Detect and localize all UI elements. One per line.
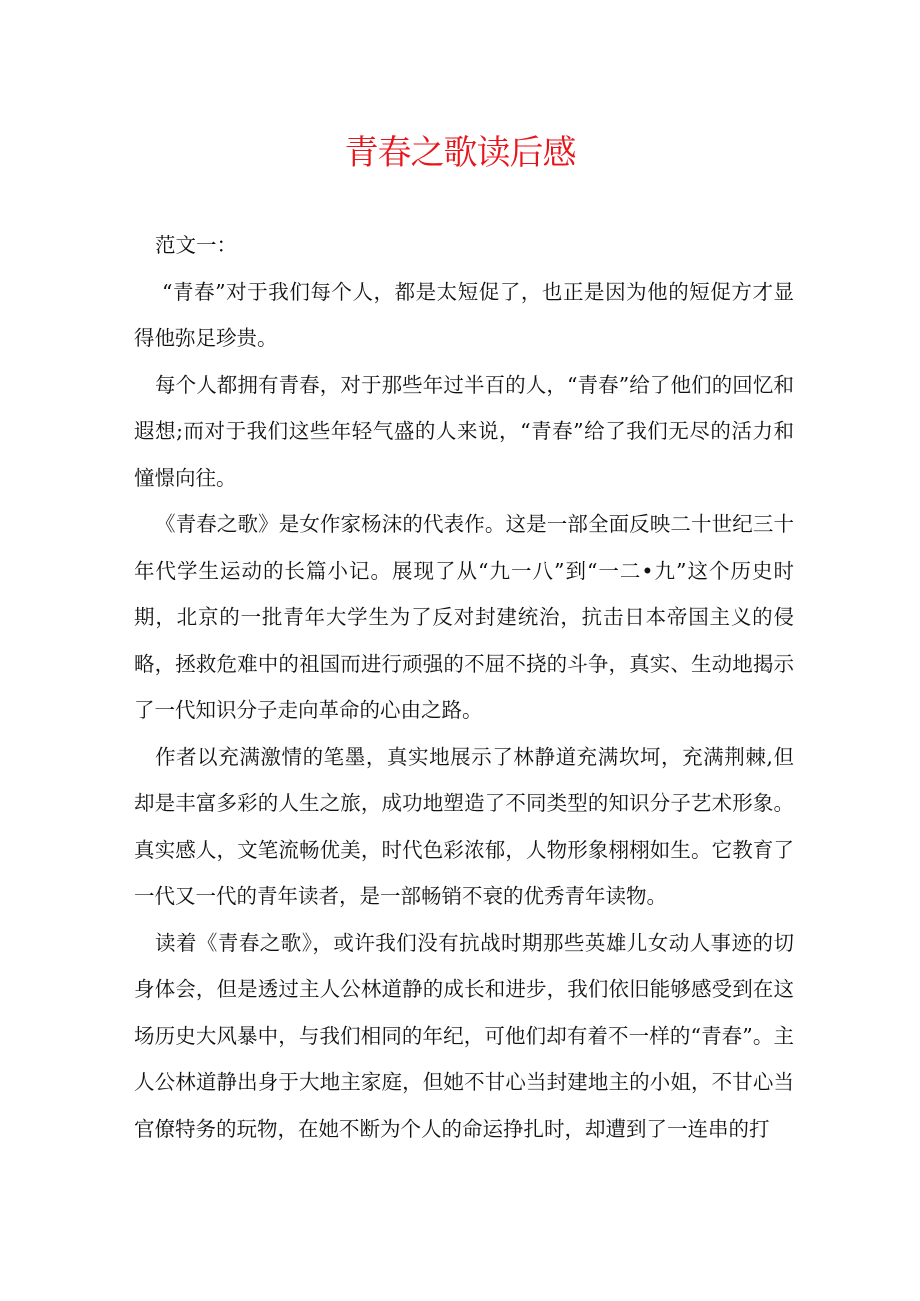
paragraph: “青春”对于我们每个人，都是太短促了，也正是因为他的短促方才显得他弥足珍贵。 <box>134 279 794 350</box>
paragraph: 每个人都拥有青春，对于那些年过半百的人，“青春”给了他们的回忆和遐想;而对于我们这些年轻气盛的人来说，“青春”给了我们无尽的活力和憧憬向往。 <box>134 372 794 490</box>
document-title: 青春之歌读后感 <box>344 133 576 173</box>
paragraph-heading: 范文一： <box>155 233 237 257</box>
paragraph: 读着《青春之歌》，或许我们没有抗战时期那些英雄儿女动人事迹的切身体会，但是透过主人公林道静的成长和进步，我们依旧能够感受到在这场历史大风暴中，与我们相同的年纪，可他们却有着不一样的“青春”。主人公林道静出身于大地主家庭，但她不甘心当封建地主的小姐，不甘心当官僚特务的玩物，在她不断为个人的命运挣扎时，却遭到了一连串的打 <box>134 930 794 1141</box>
document-body <box>134 222 794 1152</box>
paragraph: 《青春之歌》是女作家杨沫的代表作。这是一部全面反映二十世纪三十年代学生运动的长篇小记。展现了从“九一八”到“一二•九”这个历史时期，北京的一批青年大学生为了反对封建统治，抗击日本帝国主义的侵略，拯救危难中的祖国而进行顽强的不屈不挠的斗争，真实、生动地揭示了一代知识分子走向革命的心由之路。 <box>134 512 794 722</box>
paragraph: 作者以充满激情的笔墨，真实地展示了林静道充满坎坷，充满荆棘,但却是丰富多彩的人生之旅，成功地塑造了不同类型的知识分子艺术形象。真实感人，文笔流畅优美，时代色彩浓郁，人物形象栩栩如生。它教育了一代又一代的青年读者，是一部畅销不衰的优秀青年读物。 <box>134 744 794 908</box>
